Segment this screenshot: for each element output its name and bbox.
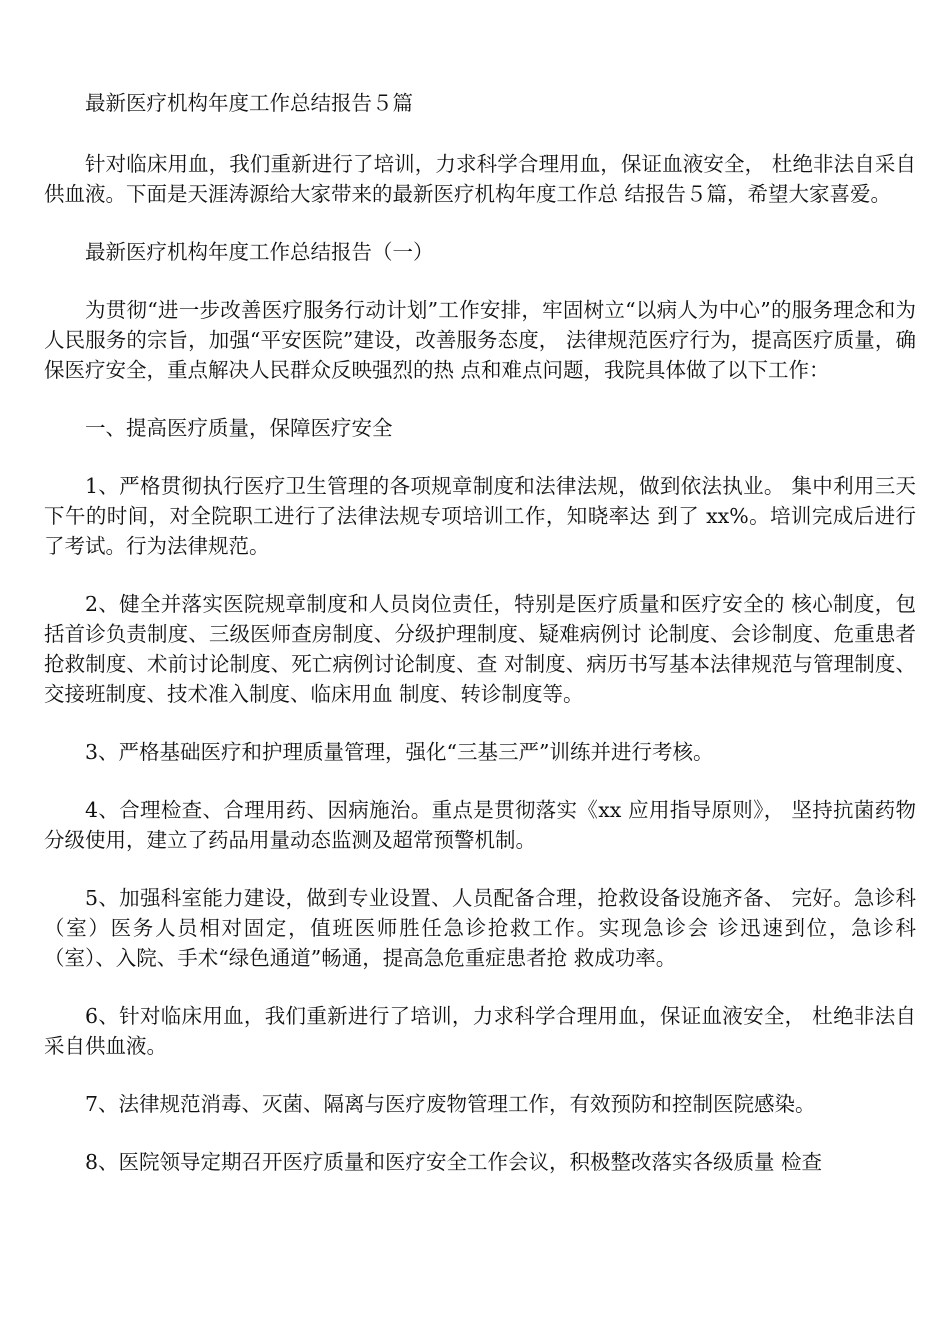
intro-paragraph: 针对临床用血，我们重新进行了培训，力求科学合理用血，保证血液安全， 杜绝非法自采自供血液。下面是天涯涛源给大家带来的最新医疗机构年度工作总 结报告５篇，希望大家喜爱。	[44, 152, 916, 206]
list-item-2: 2、健全并落实医院规章制度和人员岗位责任，特别是医疗质量和医疗安全的 核心制度，包括首诊负责制度、三级医师查房制度、分级护理制度、疑难病例讨 论制度、会诊制度、危重患者抢救制度、术前讨论制度、死亡病例讨论制度、查 对制度、病历书写基本法律规范与管理制度、交接班制度、技术准入制度、临床用血 制度、转诊制度等。	[44, 592, 916, 706]
document-body	[44, 88, 916, 1205]
list-item-5: 5、加强科室能力建设，做到专业设置、人员配备合理，抢救设备设施齐备、 完好。急诊科（室）医务人员相对固定，值班医师胜任急诊抢救工作。实现急诊会 诊迅速到位，急诊科（室）、入院、手术“绿色通道”畅通，提高急危重症患者抢 救成功率。	[44, 886, 916, 970]
list-item-8: 8、医院领导定期召开医疗质量和医疗安全工作会议，积极整改落实各级质量 检查	[85, 1150, 823, 1174]
section-title: 最新医疗机构年度工作总结报告（一）	[85, 240, 434, 264]
list-item-4: 4、合理检查、合理用药、因病施治。重点是贯彻落实《xx 应用指导原则》， 坚持抗菌药物分级使用，建立了药品用量动态监测及超常预警机制。	[44, 798, 916, 852]
section-intro-paragraph: 为贯彻“进一步改善医疗服务行动计划”工作安排，牢固树立“以病人为中心”的服务理念和为人民服务的宗旨，加强“平安医院”建设，改善服务态度， 法律规范医疗行为，提高医疗质量，确保医疗安全，重点解决人民群众反映强烈的热 点和难点问题，我院具体做了以下工作：	[44, 298, 916, 382]
list-item-3: 3、严格基础医疗和护理质量管理，强化“三基三严”训练并进行考核。	[85, 740, 714, 764]
list-item-7: 7、法律规范消毒、灭菌、隔离与医疗废物管理工作，有效预防和控制医院感染。	[85, 1092, 816, 1116]
list-item-1: 1、严格贯彻执行医疗卫生管理的各项规章制度和法律法规，做到依法执业。 集中利用三天下午的时间，对全院职工进行了法律法规专项培训工作，知晓率达 到了 xx%。培训完成后进行了考试。行为法律规范。	[44, 474, 916, 558]
list-item-6: 6、针对临床用血，我们重新进行了培训，力求科学合理用血，保证血液安全， 杜绝非法自采自供血液。	[44, 1004, 916, 1058]
document-title: 最新医疗机构年度工作总结报告５篇	[85, 91, 413, 115]
heading-one: 一、提高医疗质量，保障医疗安全	[85, 416, 393, 440]
